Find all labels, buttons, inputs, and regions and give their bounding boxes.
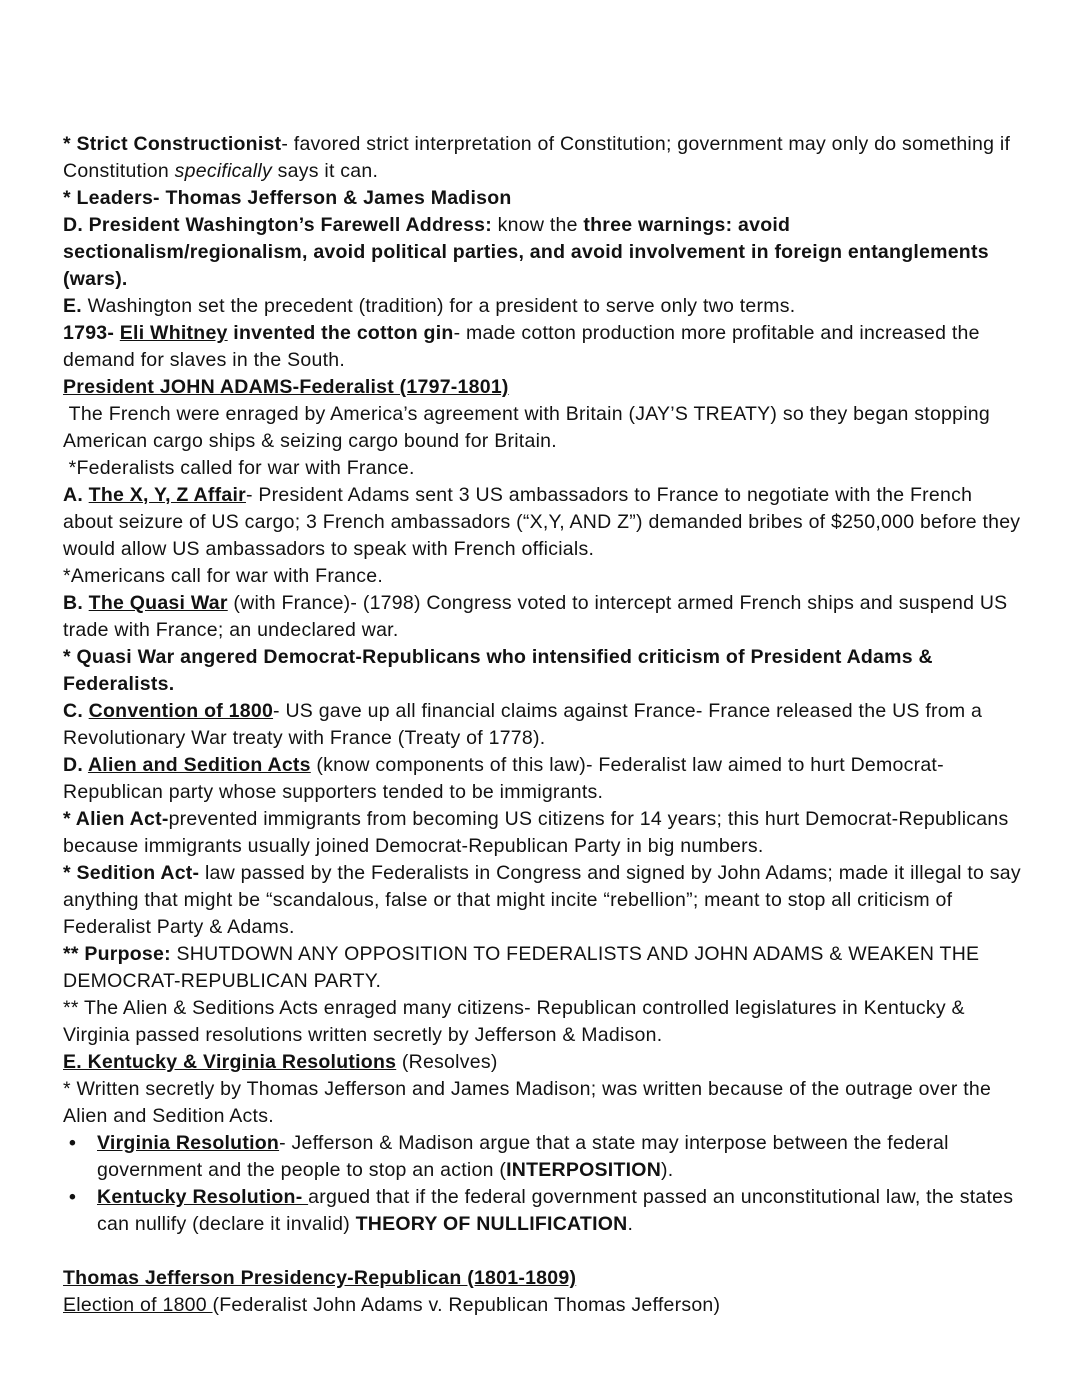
paragraph [63,590,1023,644]
text-run: know the [492,214,584,236]
text-run: Alien and Sedition Acts [87,754,311,776]
text-run: ** Purpose: [63,943,171,965]
text-run: . [627,1213,634,1235]
text-run: SHUTDOWN ANY OPPOSITION TO FEDERALISTS AND JOHN ADAMS & WEAKEN THE DEMOCRAT-REPUBLICAN PARTY. [63,943,985,992]
paragraph [63,401,1023,455]
paragraph [63,752,1023,806]
paragraph [63,1076,1023,1130]
paragraph [63,455,1023,482]
text-run: Virginia Resolution [97,1132,280,1154]
text-run: Thomas Jefferson Presidency-Republican (1801-1809) [63,1267,577,1289]
bullet-text [97,1130,1023,1184]
text-run: D. [63,754,88,776]
text-run: ). [661,1159,674,1181]
text-run: (Resolves) [396,1051,498,1073]
text-run: ** The Alien & Seditions Acts enraged many citizens- Republican controlled legislatures in Kentucky & Virginia passed resolutions written secretly by Jefferson & Madison. [63,997,971,1046]
paragraph [63,212,1023,293]
bullet-text [97,1184,1023,1238]
text-run: * Written secretly by Thomas Jefferson and James Madison; was written because of the outrage over the Alien and Sedition Acts. [63,1078,996,1127]
text-run: specifically [174,160,272,182]
text-run: The French were enraged by America’s agreement with Britain (JAY’S TREATY) so they began stopping American cargo ships & seizing cargo bound for Britain. [63,403,995,452]
bullet-item [63,1184,1023,1238]
text-run: A. [63,484,89,506]
text-run: law passed by the Federalists in Congress and signed by John Adams; made it illegal to say anything that might be “scandalous, false or that might incite “rebellion”; meant to stop all criticism of Federalist Party & Adams. [63,862,1027,938]
paragraph [63,644,1023,698]
blank-line [63,1238,1023,1265]
text-run: E. [63,295,82,317]
text-run: * Strict Constructionist [63,133,282,155]
text-run: Election of 1800 [63,1294,213,1316]
text-run: * Alien Act- [63,808,169,830]
text-run: E. Kentucky & Virginia Resolutions [63,1051,397,1073]
paragraph [63,374,1023,401]
paragraph [63,806,1023,860]
text-run: Convention of 1800 [88,700,274,722]
text-run: Eli Whitney [119,322,228,344]
text-run: *Americans call for war with France. [63,565,384,587]
text-run: INTERPOSITION [506,1159,662,1181]
text-run: - President Adams sent 3 US ambassadors to France to negotiate with the French about seizure of US cargo; 3 French ambassadors (“X,Y, AND Z”) demanded bribes of $250,000 before they would allow US ambassadors to speak with French officials. [63,484,1026,560]
text-run: 1793- [63,322,120,344]
text-run: THEORY OF NULLIFICATION [355,1213,628,1235]
text-run: D. President Washington’s Farewell Address: [63,214,493,236]
text-run: * Quasi War angered Democrat-Republicans who intensified criticism of President Adams & Federalists. [63,646,939,695]
paragraph [63,698,1023,752]
text-run: *Federalists called for war with France. [63,457,415,479]
text-run: B. [63,592,89,614]
text-run: Washington set the precedent (tradition) for a president to serve only two terms. [81,295,796,317]
bullet-icon: • [69,1132,77,1154]
bullet-item [63,1130,1023,1184]
paragraph [63,860,1027,941]
paragraph [63,1049,1023,1076]
text-run: * Leaders- Thomas Jefferson & James Madison [63,187,512,209]
text-run: (Federalist John Adams v. Republican Thomas Jefferson) [212,1294,721,1316]
text-run: Kentucky Resolution- [97,1186,309,1208]
text-run: (with France)- (1798) Congress voted to intercept armed French ships and suspend US trade with France; an undeclared war. [63,592,1014,641]
text-run: prevented immigrants from becoming US citizens for 14 years; this hurt Democrat-Republicans because immigrants usually joined Democrat-Republican Party in big numbers. [63,808,1015,857]
text-run: invented the cotton gin [227,322,454,344]
document-content [63,131,1027,1319]
paragraph [63,1292,1023,1319]
paragraph [63,482,1026,563]
paragraph [63,293,1023,320]
text-run: - favored strict interpretation of Constitution; government may only do something if Constitution [63,133,1016,182]
bullet-icon: • [69,1186,77,1208]
text-run: The X, Y, Z Affair [88,484,246,506]
paragraph [63,131,1023,185]
paragraph [63,185,1023,212]
text-run: three warnings: avoid sectionalism/regionalism, avoid political parties, and avoid involvement in foreign entanglements (wars). [63,214,995,290]
text-run: The Quasi War [88,592,228,614]
text-run: * Sedition Act- [63,862,200,884]
text-run: (know components of this law)- Federalist law aimed to hurt Democrat-Republican party whose supporters tended to be immigrants. [63,754,944,803]
paragraph [63,320,1023,374]
paragraph [63,995,1023,1049]
paragraph [63,563,1023,590]
text-run: argued that if the federal government passed an unconstitutional law, the states can nullify (declare it invalid) [97,1186,1019,1235]
paragraph [63,1265,1023,1292]
text-run: - US gave up all financial claims against France- France released the US from a Revolutionary War treaty with France (Treaty of 1778). [63,700,988,749]
text-run: President JOHN ADAMS-Federalist (1797-1801) [63,376,509,398]
text-run: - Jefferson & Madison argue that a state may interpose between the federal government and the people to stop an action ( [97,1132,955,1181]
text-run: - made cotton production more profitable and increased the demand for slaves in the South. [63,322,986,371]
text-run: C. [63,700,89,722]
paragraph [63,941,1023,995]
text-run: says it can. [271,160,379,182]
